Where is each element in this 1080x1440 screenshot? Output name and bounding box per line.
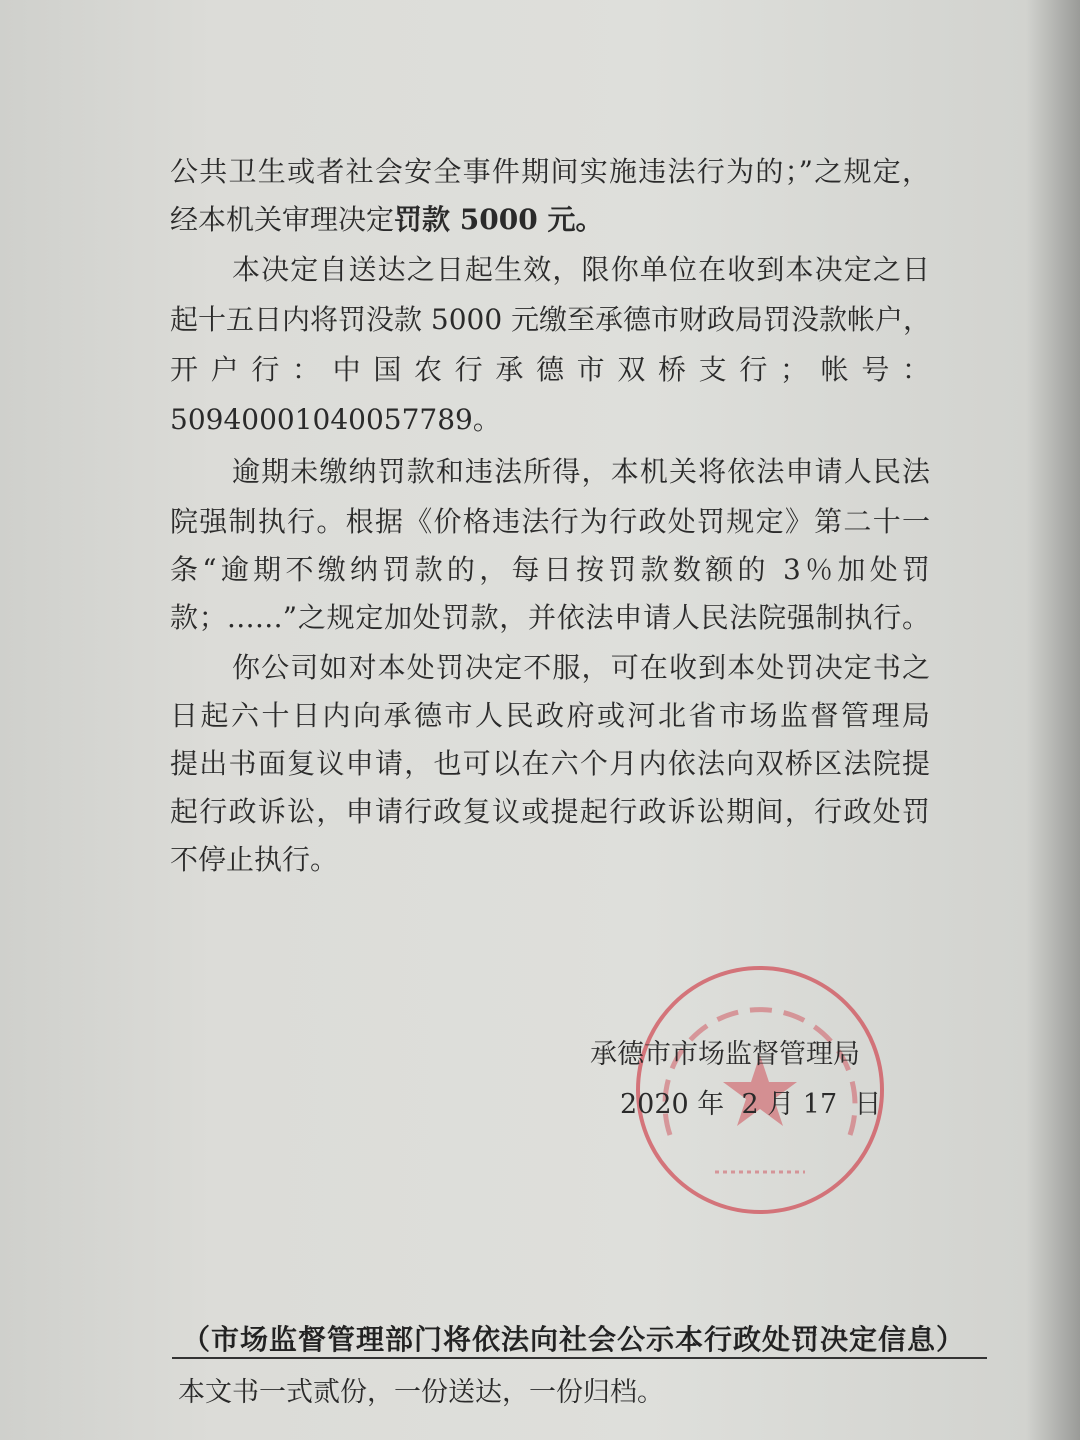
text-line: 你公司如对本处罚决定不服，可在收到本处罚决定书之 — [232, 651, 930, 684]
text-line: 逾期未缴纳罚款和违法所得，本机关将依法申请人民法 — [232, 455, 930, 488]
divider — [172, 1357, 987, 1359]
fine-amount: 罚款 5000 元。 — [394, 203, 604, 236]
text-line: 起十五日内将罚没款 5000 元缴至承德市财政局罚没款帐户， — [170, 303, 932, 336]
text-segment: 经本机关审理决定 — [170, 203, 395, 236]
copies-note: 本文书一式贰份，一份送达，一份归档。 — [178, 1377, 664, 1408]
issue-date: 2020 年 2 月 17 日 — [620, 1089, 882, 1120]
text-line: 款；……”之规定加处罚款，并依法申请人民法院强制执行。 — [170, 601, 930, 634]
text-line: 条“逾期不缴纳罚款的，每日按罚款数额的 3％加处罚 — [170, 553, 930, 586]
text-line: 起行政诉讼，申请行政复议或提起行政诉讼期间，行政处罚 — [170, 795, 930, 828]
text-line: 院强制执行。根据《价格违法行为行政处罚规定》第二十一 — [170, 505, 930, 538]
account-number: 50940001040057789。 — [170, 403, 501, 436]
text-line: 日起六十日内向承德市人民政府或河北省市场监督管理局 — [170, 699, 930, 732]
text-line: 本决定自送达之日起生效，限你单位在收到本决定之日 — [232, 253, 930, 286]
public-notice: （市场监督管理部门将依法向社会公示本行政处罚决定信息） — [182, 1323, 966, 1356]
text-line: 公共卫生或者社会安全事件期间实施违法行为的；”之规定， — [170, 155, 930, 188]
text-line — [170, 200, 930, 240]
text-line: 不停止执行。 — [170, 843, 339, 876]
text-line: 开户行：中国农行承德市双桥支行；帐号： — [170, 353, 930, 386]
text-line: 提出书面复议申请，也可以在六个月内依法向双桥区法院提 — [170, 747, 930, 780]
issuing-authority: 承德市市场监督管理局 — [590, 1039, 860, 1070]
